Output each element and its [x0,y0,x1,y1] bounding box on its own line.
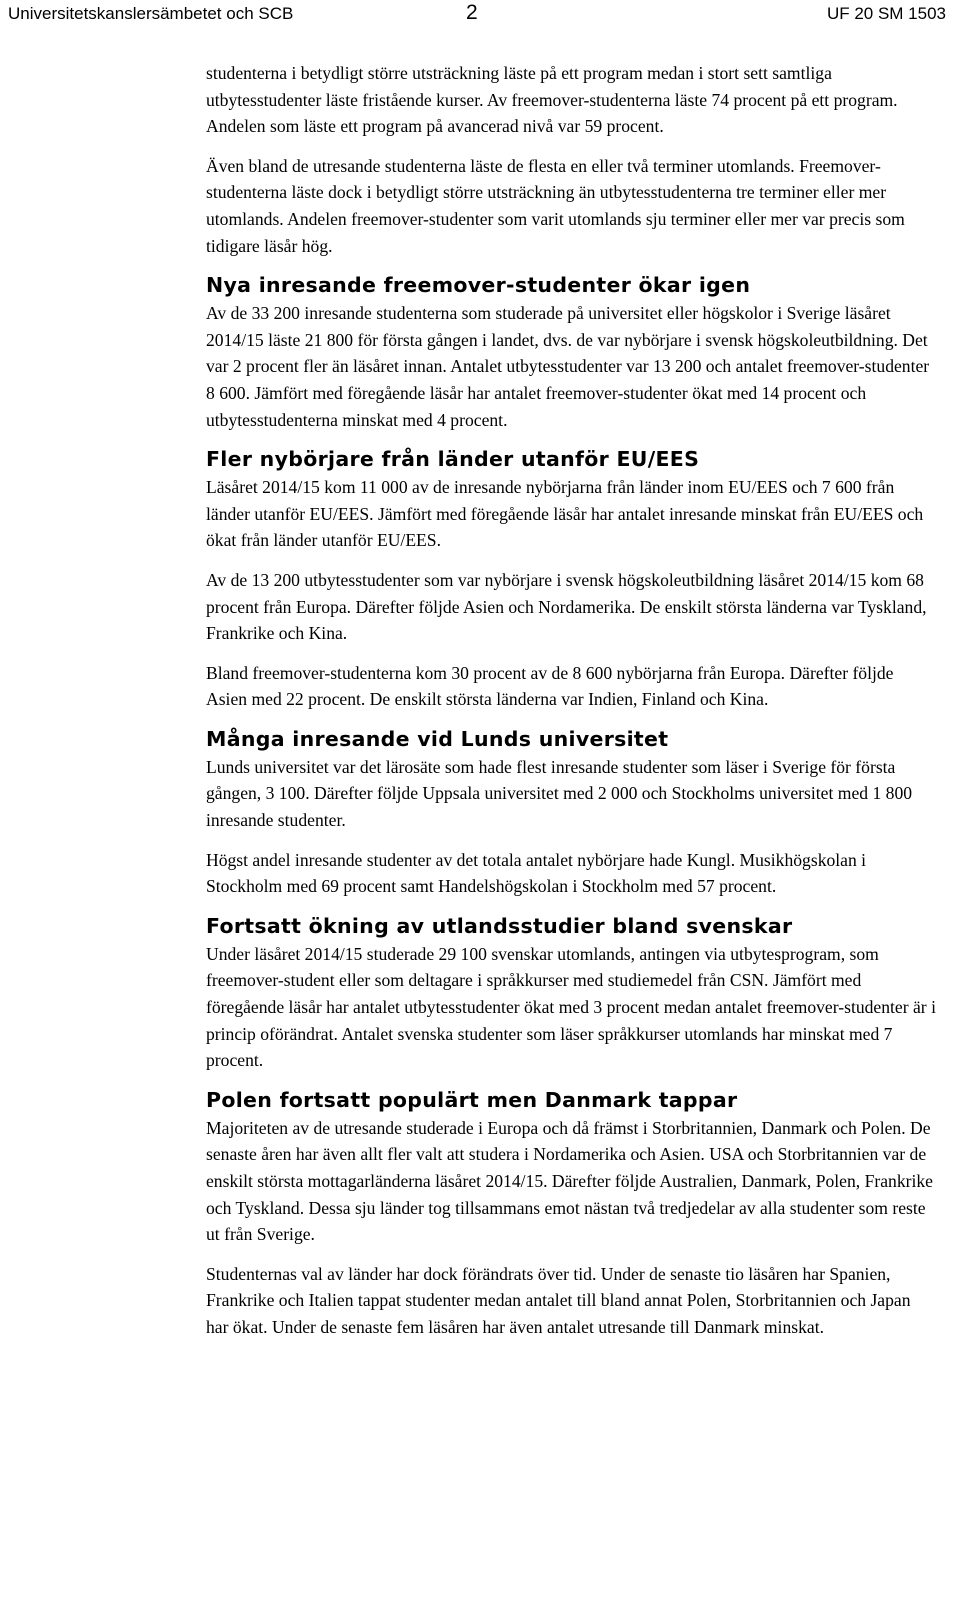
section-heading: Fortsatt ökning av utlandsstudier bland svenskar [206,913,793,938]
paragraph: Även bland de utresande studenterna läste de flesta en eller två terminer utomlands. Freemover-studenterna läste dock i betydligt större utsträckning än utbytesstudenterna tre terminer eller mer utomlands. Andelen freemover-studenter som varit utomlands sju terminer eller mer var precis som tidigare läsår hög. [206,155,905,256]
section-heading: Nya inresande freemover-studenter ökar igen [206,273,751,298]
paragraph: Majoriteten av de utresande studerade i Europa och då främst i Storbritannien, Danmark och Polen. De senaste åren har även allt fler valt att studera i Nordamerika och Asien. USA och Storbritannien var de enskilt största mottagarländerna läsåret 2014/15. Därefter följde Australien, Danmark, Polen, Frankrike och Tyskland. Dessa sju länder tog tillsammans emot nästan två tredjedelar av alla studenter som reste ut från Sverige. [206,1117,933,1245]
section-heading: Många inresande vid Lunds universitet [206,726,669,751]
paragraph: Av de 33 200 inresande studenterna som studerade på universitet eller högskolor i Sverige läsåret 2014/15 läste 21 800 för första gången i landet, dvs. de var nybörjare i svensk högskoleutbildning. Det var 2 procent fler än läsåret innan. Antalet utbytesstudenter var 13 200 och antalet freemover-studenter 8 600. Jämfört med föregående läsår har antalet freemover-studenter ökat med 14 procent och utbytesstudenterna minskat med 4 procent. [206,303,930,430]
paragraph: Av de 13 200 utbytesstudenter som var nybörjare i svensk högskoleutbildning läsåret 2014/15 kom 68 procent från Europa. Därefter följde Asien och Nordamerika. De enskilt största länderna var Tyskland, Frankrike och Kina. [206,569,927,644]
header-organization: Universitetskanslersämbetet och SCB [8,4,294,23]
paragraph: Lunds universitet var det lärosäte som hade flest inresande studenter som läser i Sverige för första gången, 3 100. Därefter följde Uppsala universitet med 2 000 och Stockholms universitet med 1 800 inresande studenter. [206,756,913,831]
paragraph: Bland freemover-studenterna kom 30 procent av de 8 600 nybörjarna från Europa. Därefter följde Asien med 22 procent. De enskilt största länderna var Indien, Finland och Kina. [206,662,894,710]
paragraph: Läsåret 2014/15 kom 11 000 av de inresande nybörjarna från länder inom EU/EES och 7 600 från länder utanför EU/EES. Jämfört med föregående läsår har antalet inresande minskat från EU/EES och ökat från länder utanför EU/EES. [206,477,924,551]
section-heading: Fler nybörjare från länder utanför EU/EES [206,447,700,472]
section-heading: Polen fortsatt populärt men Danmark tappar [206,1087,738,1112]
paragraph: Under läsåret 2014/15 studerade 29 100 svenskar utomlands, antingen via utbytesprogram, som freemover-student eller som deltagare i språkkurser med studiemedel från CSN. Jämfört med föregående läsår har antalet utbytesstudenter ökat med 3 procent medan antalet freemover-studenter är i princip oförändrat. Antalet svenska studenter som läser språkkurser utomlands har minskat med 7 procent. [206,943,936,1071]
page-number: 2 [466,1,478,24]
paragraph: studenterna i betydligt större utsträckning läste på ett program medan i stort sett samtliga utbytesstudenter läste fristående kurser. Av freemover-studenterna läste 74 procent på ett program. Andelen som läste ett program på avancerad nivå var 59 procent. [206,63,898,137]
paragraph: Högst andel inresande studenter av det totala antalet nybörjare hade Kungl. Musikhögskolan i Stockholm med 69 procent samt Handelshögskolan i Stockholm med 57 procent. [206,849,867,897]
paragraph: Studenternas val av länder har dock förändrats över tid. Under de senaste tio läsåren har Spanien, Frankrike och Italien tappat studenter medan antalet till bland annat Polen, Storbritannien och Japan har ökat. Under de senaste fem läsåren har även antalet utresande till Danmark minskat. [206,1263,911,1337]
document-body [206,60,936,1354]
header-report-id: UF 20 SM 1503 [826,4,946,23]
page-header [0,0,960,34]
